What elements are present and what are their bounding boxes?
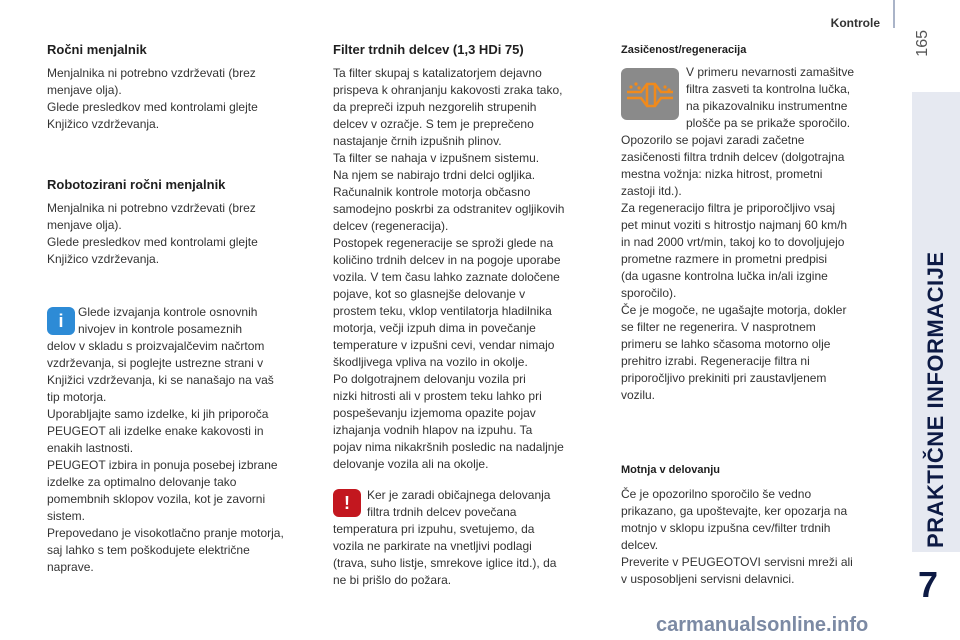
text-line: nastajanje črnih izpušnih plinov. xyxy=(333,134,502,148)
text-line: prostem teku, vklop ventilatorja hladilnika xyxy=(333,304,552,318)
text-line: filtra zasveti ta kontrolna lučka, xyxy=(686,82,851,96)
text-line: (da ugasne kontrolna lučka in/ali izgine xyxy=(621,269,828,283)
text-line: PEUGEOT izbira in ponuja posebej izbrane xyxy=(47,458,278,472)
text-line: Glede presledkov med kontrolami glejte xyxy=(47,100,258,114)
chapter-number: 7 xyxy=(918,564,939,605)
robotised-gearbox-heading: Robotozirani ročni menjalnik xyxy=(47,177,226,192)
text-line: vzdrževanja, si poglejte ustrezne strani v xyxy=(47,356,264,370)
text-line: delov v skladu s proizvajalčevim načrtom xyxy=(47,339,265,353)
text-line: motorja, večji izpuh dima in povečanje xyxy=(333,321,536,335)
text-line: motnjo v sklopu izpušna cev/filter trdnih xyxy=(621,521,831,535)
text-line: nizki hitrosti ali v prostem teku lahko pri xyxy=(333,389,542,403)
text-line: da prepreči izpuh nezgorelih strupenih xyxy=(333,100,537,114)
text-line: prispeva k ohranjanju kakovosti zraka tako, xyxy=(333,83,563,97)
text-line: pomembnih sklopov vozila, kot je zavorni xyxy=(47,492,266,506)
saturation-heading-wrap xyxy=(621,44,891,56)
text-line: vozila ne parkirate na vnetljivi podlagi xyxy=(333,539,532,553)
text-line: plošče pa se prikaže sporočilo. xyxy=(686,116,851,130)
text-line: Ta filter skupaj s katalizatorjem dejavno xyxy=(333,66,542,80)
text-line: nivojev in kontrole posameznih xyxy=(78,322,243,336)
text-line: vozila. V tem času lahko zaznate določene xyxy=(333,270,560,284)
text-line: izhajanja vodnih hlapov na izpuhu. Ta xyxy=(333,423,533,437)
text-line: samodejno poskrbi za odstranitev ogljikovih xyxy=(333,202,565,216)
text-line: Menjalnika ni potrebno vzdrževati (brez xyxy=(47,201,256,215)
text-line: Ta filter se nahaja v izpušnem sistemu. xyxy=(333,151,540,165)
robotised-gearbox-section xyxy=(47,177,307,268)
text-line: Prepovedano je visokotlačno pranje motorja, xyxy=(47,526,284,540)
particle-filter-warning-icon xyxy=(621,68,679,120)
text-line: saj lahko s tem poškodujete električne xyxy=(47,543,250,557)
particle-filter-symbol xyxy=(621,68,679,120)
watermark: carmanualsonline.info xyxy=(656,614,869,636)
text-line: vozilu. xyxy=(621,388,656,402)
text-line: v usposobljeni servisni delavnici. xyxy=(621,572,795,586)
text-line: količino trdnih delcev in na pogoje uporabe xyxy=(333,253,561,267)
text-line: na pikazovalniku instrumentne xyxy=(686,99,848,113)
page-number: 165 xyxy=(914,30,931,57)
manual-gearbox-text xyxy=(47,65,307,133)
text-line: Knjižico vzdrževanja. xyxy=(47,252,160,266)
text-line: Uporabljajte samo izdelke, ki jih priporoča xyxy=(47,407,269,421)
text-line: pojav nima nikakršnih posledic na nadaljnje xyxy=(333,440,564,454)
text-line: Glede presledkov med kontrolami glejte xyxy=(47,235,258,249)
text-line: delcev (regeneracija). xyxy=(333,219,449,233)
info-icon: i xyxy=(47,307,75,335)
text-line: Knjižici vzdrževanja, ki se nanašajo na vaš xyxy=(47,373,274,387)
text-line: ne bi prišlo do požara. xyxy=(333,573,452,587)
info-note xyxy=(47,304,307,576)
malfunction-section xyxy=(621,464,891,588)
particle-filter-section xyxy=(333,42,603,473)
text-line: delcev v ozračje. S tem je preprečeno xyxy=(333,117,534,131)
saturation-intro xyxy=(686,64,891,132)
text-line: Če je mogoče, ne ugašajte motorja, dokler xyxy=(621,303,847,317)
text-line: tip motorja. xyxy=(47,390,107,404)
text-line: Ker je zaradi običajnega delovanja xyxy=(367,488,551,502)
text-line: se filter ne regenerira. V nasprotnem xyxy=(621,320,816,334)
text-line: prometne razmere in prometni predpisi xyxy=(621,252,828,266)
text-line: Preverite v PEUGEOTOVI servisni mreži ali xyxy=(621,555,853,569)
header-divider xyxy=(893,0,895,28)
saturation-text xyxy=(621,132,891,404)
particle-filter-heading: Filter trdnih delcev (1,3 HDi 75) xyxy=(333,42,524,57)
text-line: enakih lastnosti. xyxy=(47,441,134,455)
text-line: pet minut voziti s hitrostjo najmanj 60 km/h xyxy=(621,218,848,232)
text-line: Po dolgotrajnem delovanju vozila pri xyxy=(333,372,526,386)
text-line: Računalnik kontrole motorja občasno xyxy=(333,185,531,199)
chapter-title-vertical: PRAKTIČNE INFORMACIJE xyxy=(923,251,948,548)
text-line: zasičenosti filtra trdnih delcev (dolgotrajna xyxy=(621,150,845,164)
text-line: Na njem se nabirajo trdni delci ogljika. xyxy=(333,168,536,182)
text-line: pojave, kot so glasnejše delovanje v xyxy=(333,287,526,301)
text-line: Postopek regeneracije se sproži glede na xyxy=(333,236,554,250)
text-line: V primeru nevarnosti zamašitve xyxy=(686,65,855,79)
particle-filter-text xyxy=(333,65,603,473)
text-line: delovanje vozila ali na okolje. xyxy=(333,457,489,471)
text-line: Glede izvajanja kontrole osnovnih xyxy=(78,305,258,319)
text-line: priporočljivo prekiniti pri zaustavljenem xyxy=(621,371,827,385)
manual-gearbox-heading: Ročni menjalnik xyxy=(47,42,147,57)
text-line: Opozorilo se pojavi zaradi začetne xyxy=(621,133,805,147)
manual-gearbox-section xyxy=(47,42,307,133)
text-line: sistem. xyxy=(47,509,86,523)
text-line: Menjalnika ni potrebno vzdrževati (brez xyxy=(47,66,256,80)
text-line: izdelke za optimalno delovanje tako xyxy=(47,475,237,489)
text-line: Knjižico vzdrževanja. xyxy=(47,117,160,131)
text-line: menjave olja). xyxy=(47,83,122,97)
text-line: (trava, suho listje, smrekove iglice itd.), da xyxy=(333,556,557,570)
text-line: naprave. xyxy=(47,560,94,574)
text-line: temperatura pri izpuhu, svetujemo, da xyxy=(333,522,535,536)
text-line: temperature v izpušni cevi, vendar nimajo xyxy=(333,338,555,352)
text-line: sporočilo). xyxy=(621,286,677,300)
text-line: škodljivega vpliva na vozilo in okolje. xyxy=(333,355,528,369)
malfunction-heading: Motnja v delovanju xyxy=(621,464,721,476)
section-title: Kontrole xyxy=(830,16,880,30)
warning-icon: ! xyxy=(333,489,361,517)
text-line: pospeševanju izjemoma opazite pojav xyxy=(333,406,536,420)
malfunction-text xyxy=(621,486,891,588)
text-line: PEUGEOT ali izdelke enake kakovosti in xyxy=(47,424,264,438)
text-line: filtra trdnih delcev povečana xyxy=(367,505,517,519)
warning-note xyxy=(333,487,603,589)
robotised-gearbox-text xyxy=(47,200,307,268)
text-line: primeru se lahko sčasoma motorno olje xyxy=(621,337,831,351)
text-line: delcev. xyxy=(621,538,659,552)
text-line: mestna vožnja: nizka hitrost, prometni xyxy=(621,167,823,181)
text-line: zastoji itd.). xyxy=(621,184,682,198)
text-line: prehitro izrabi. Regeneracije filtra ni xyxy=(621,354,810,368)
text-line: menjave olja). xyxy=(47,218,122,232)
saturation-heading: Zasičenost/regeneracija xyxy=(621,44,747,56)
text-line: Za regeneracijo filtra je priporočljivo vsaj xyxy=(621,201,836,215)
text-line: in nad 2000 vrt/min, takoj ko to dovoljujejo xyxy=(621,235,845,249)
text-line: Če je opozorilno sporočilo še vedno xyxy=(621,487,812,501)
text-line: prikazano, ga upoštevajte, ker opozarja na xyxy=(621,504,848,518)
